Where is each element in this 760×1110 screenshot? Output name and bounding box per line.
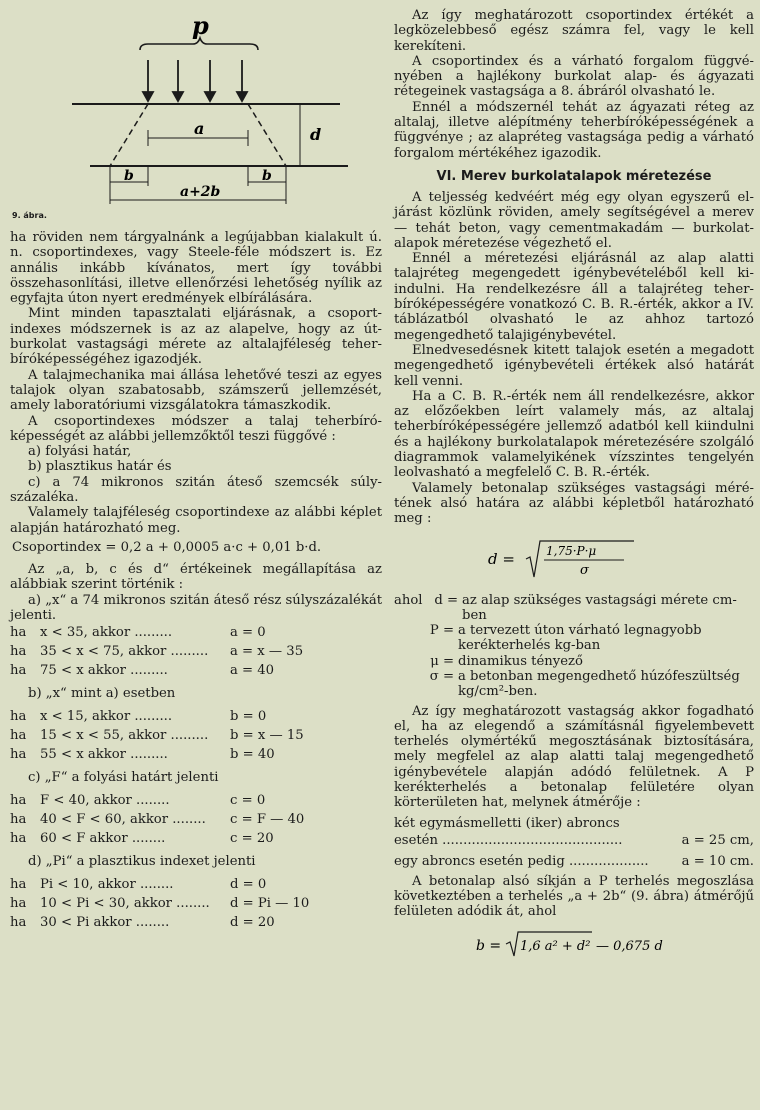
table-row: ha F < 40, akkor ........ c = 0 xyxy=(10,793,266,809)
table-row: ha 40 < F < 60, akkor ........ c = F — 40 xyxy=(10,812,305,828)
left-column xyxy=(10,0,382,932)
list-item-c: c) a 74 mikronos szitán áteső szemcsék súlyszázaléka. xyxy=(10,474,382,506)
dotted-row-2: egy abroncs esetén pedig ................... a = 10 cm. xyxy=(394,853,754,869)
table-row: ha x < 35, akkor ......... a = 0 xyxy=(10,625,266,641)
table-row: ha 75 < x akkor ......... a = 40 xyxy=(10,663,275,679)
eq1-denominator: σ xyxy=(580,562,589,578)
eq2-rest: — 0,675 d xyxy=(596,938,663,954)
label-b-right: b xyxy=(262,168,272,184)
sub-c-label: c) „F“ a folyási határt jelenti xyxy=(28,770,219,786)
rows-c xyxy=(10,791,382,848)
right-paragraph-1: Az így meghatározott csoportindex értékét a legközelebbeső egész számra fel, vagy le kell kerekíteni. xyxy=(394,8,754,54)
table-row: ha 15 < x < 55, akkor ......... b = x — 15 xyxy=(10,728,304,744)
list-item-b: b) plasztikus határ és xyxy=(28,459,172,475)
dotted-row-1b: esetén ........................................... a = 25 cm, xyxy=(394,832,754,848)
right-paragraph-4: A teljesség kedvéért még egy olyan egyszerű eljárást közlünk röviden, amely segítségével a merev — tehát beton, vagy cementmakadám — burkolatalapok méretezése végezhető el. xyxy=(394,189,754,251)
label-b-left: b xyxy=(124,168,134,184)
section-heading: VI. Merev burkolatalapok méretezése xyxy=(436,168,712,184)
table-row: ha 60 < F akkor ........ c = 20 xyxy=(10,831,274,847)
eq2-lhs: b = xyxy=(476,937,502,954)
right-paragraph-9: Az így meghatározott vastagság akkor fogadható el, ha az elegendő a számításnál figyelembevett terhelés olymértékű megosztásának biztosítására, mely megfelel az alap alatti talaj megengedhető igénybevétele alapján adódó felületnek. A P kerékterhelés a betonalap felületére olyan körterületen hat, melynek átmérője : xyxy=(394,703,754,811)
table-row: ha 30 < Pi akkor ........ d = 20 xyxy=(10,915,275,931)
label-d: d xyxy=(310,125,322,144)
table-row: ha 35 < x < 75, akkor ......... a = x — 35 xyxy=(10,644,304,660)
label-a2b: a+2b xyxy=(180,184,221,200)
label-p: p xyxy=(192,11,209,40)
thickness-equation xyxy=(394,537,754,585)
label-a: a xyxy=(194,119,205,138)
left-paragraph-2: Mint minden tapasztalati eljárásnak, a csoportindexes módszernek is az az alapelve, hogy az útburkolat vastagsági mérete az altalajféleség teherbíróképességéhez igazodjék. xyxy=(10,306,382,368)
left-paragraph-4: A csoportindexes módszer a talaj teherbíróképességét az alábbi jellemzőktől teszi függővé : xyxy=(10,413,382,444)
rows-b xyxy=(10,707,382,764)
right-paragraph-5: Ennél a méretezési eljárásnál az alap alatti talajréteg megengedett igénybevételéből kell kiindulni. Ha rendelkezésre áll a talajréteg teherbíróképességére vonatkozó C. B. R.-érték, akkor a IV. táblázatból olvasható le az ahhoz tartozó megengedhető talajigénybevétel. xyxy=(394,251,754,343)
b-equation xyxy=(394,928,754,962)
eq1-numerator: 1,75·P·μ xyxy=(546,543,597,558)
definitions: ahol d = az alap szükséges vastagsági mérete cm-ben P = a tervezett úton várható legnagyobb kerékterhelés kg-ban μ = dinamikus tényező σ = a betonban megengedhető húzófeszültség kg/cm²-ben. xyxy=(394,592,740,700)
rows-a xyxy=(10,623,382,680)
def-intro: ahol xyxy=(394,592,423,608)
left-paragraph-6: Az „a, b, c és d“ értékeinek megállapítása az alábbiak szerint történik : xyxy=(10,561,382,593)
dotted-row-1: két egymásmelletti (iker) abroncs xyxy=(394,815,620,831)
figure-caption: 9. ábra. xyxy=(12,211,47,220)
sub-a-label: a) „x“ a 74 mikronos szitán áteső rész súlyszázalékát jelenti. xyxy=(10,592,382,623)
right-paragraph-2: A csoportindex és a várható forgalom függvényében a hajlékony burkolat alap- és ágyazati rétegeinek vastagsága a 8. ábráról olvasható le. xyxy=(394,53,754,100)
table-row: ha 10 < Pi < 30, akkor ........ d = Pi — 10 xyxy=(10,896,310,912)
table-row: ha 55 < x akkor ......... b = 40 xyxy=(10,747,275,763)
right-column xyxy=(394,0,754,970)
rows-d xyxy=(10,875,382,932)
left-paragraph-3: A talajmechanika mai állása lehetővé teszi az egyes talajok olyan szabatosabb, számszerű jellemzését, amely laboratóriumi vizsgálatokra támaszkodik. xyxy=(10,367,382,414)
eq1-lhs: d = xyxy=(488,549,515,568)
list-item-a: a) folyási határ, xyxy=(28,444,132,460)
right-paragraph-6: Elnedvesedésnek kitett talajok esetén a megadott megengedhető igénybevételi értékek alsó határát kell venni. xyxy=(394,342,754,389)
eq2-radicand: 1,6 a² + d² xyxy=(520,938,591,954)
left-paragraph-5: Valamely talajféleség csoportindexe az alábbi képlet alapján határozható meg. xyxy=(10,505,382,536)
right-paragraph-3: Ennél a módszernél tehát az ágyazati réteg az altalaj, illetve alépítmény teherbíróképességének a függvénye ; az alapréteg vastagsága pedig a várható forgalom mértékéhez igazodik. xyxy=(394,99,754,161)
table-row: ha Pi < 10, akkor ........ d = 0 xyxy=(10,877,267,893)
sub-b-label: b) „x“ mint a) esetben xyxy=(28,686,176,702)
load-distribution-diagram xyxy=(10,0,382,230)
table-row: ha x < 15, akkor ......... b = 0 xyxy=(10,709,267,725)
right-paragraph-10: A betonalap alsó síkján a P terhelés megoszlása következtében a terhelés „a + 2b“ (9. ábra) átmérőjű felületen adódik át, ahol xyxy=(394,873,754,920)
right-paragraph-8: Valamely betonalap szükséges vastagsági mérétének alsó határa az alábbi képletből határozható meg : xyxy=(394,480,754,527)
figure-9 xyxy=(10,0,382,230)
left-paragraph-1: ha röviden nem tárgyalnánk a legújabban kialakult ú. n. csoportindexes, vagy Steele-féle módszert is. Ez annális inkább kívánatos, mert így további összehasonlítási, illetve ellenőrzési lehetőség nyílik az egyfajta úton nyert eredmények elbírálására. xyxy=(10,230,382,307)
right-paragraph-7: Ha a C. B. R.-érték nem áll rendelkezésre, akkor az előzőekben leírt valamely más, az altalaj teherbíróképességére jellemző adatból kell kiindulni és a hajlékony burkolatalapok méretezésére szolgáló diagrammok valamelyikének vízszintes tengelyén leolvasható a megfelelő C. B. R.-érték. xyxy=(394,388,754,481)
sub-d-label: d) „Pi“ a plasztikus indexet jelenti xyxy=(28,854,256,870)
group-index-formula: Csoportindex = 0,2 a + 0,0005 a·c + 0,01 b·d. xyxy=(12,539,322,555)
